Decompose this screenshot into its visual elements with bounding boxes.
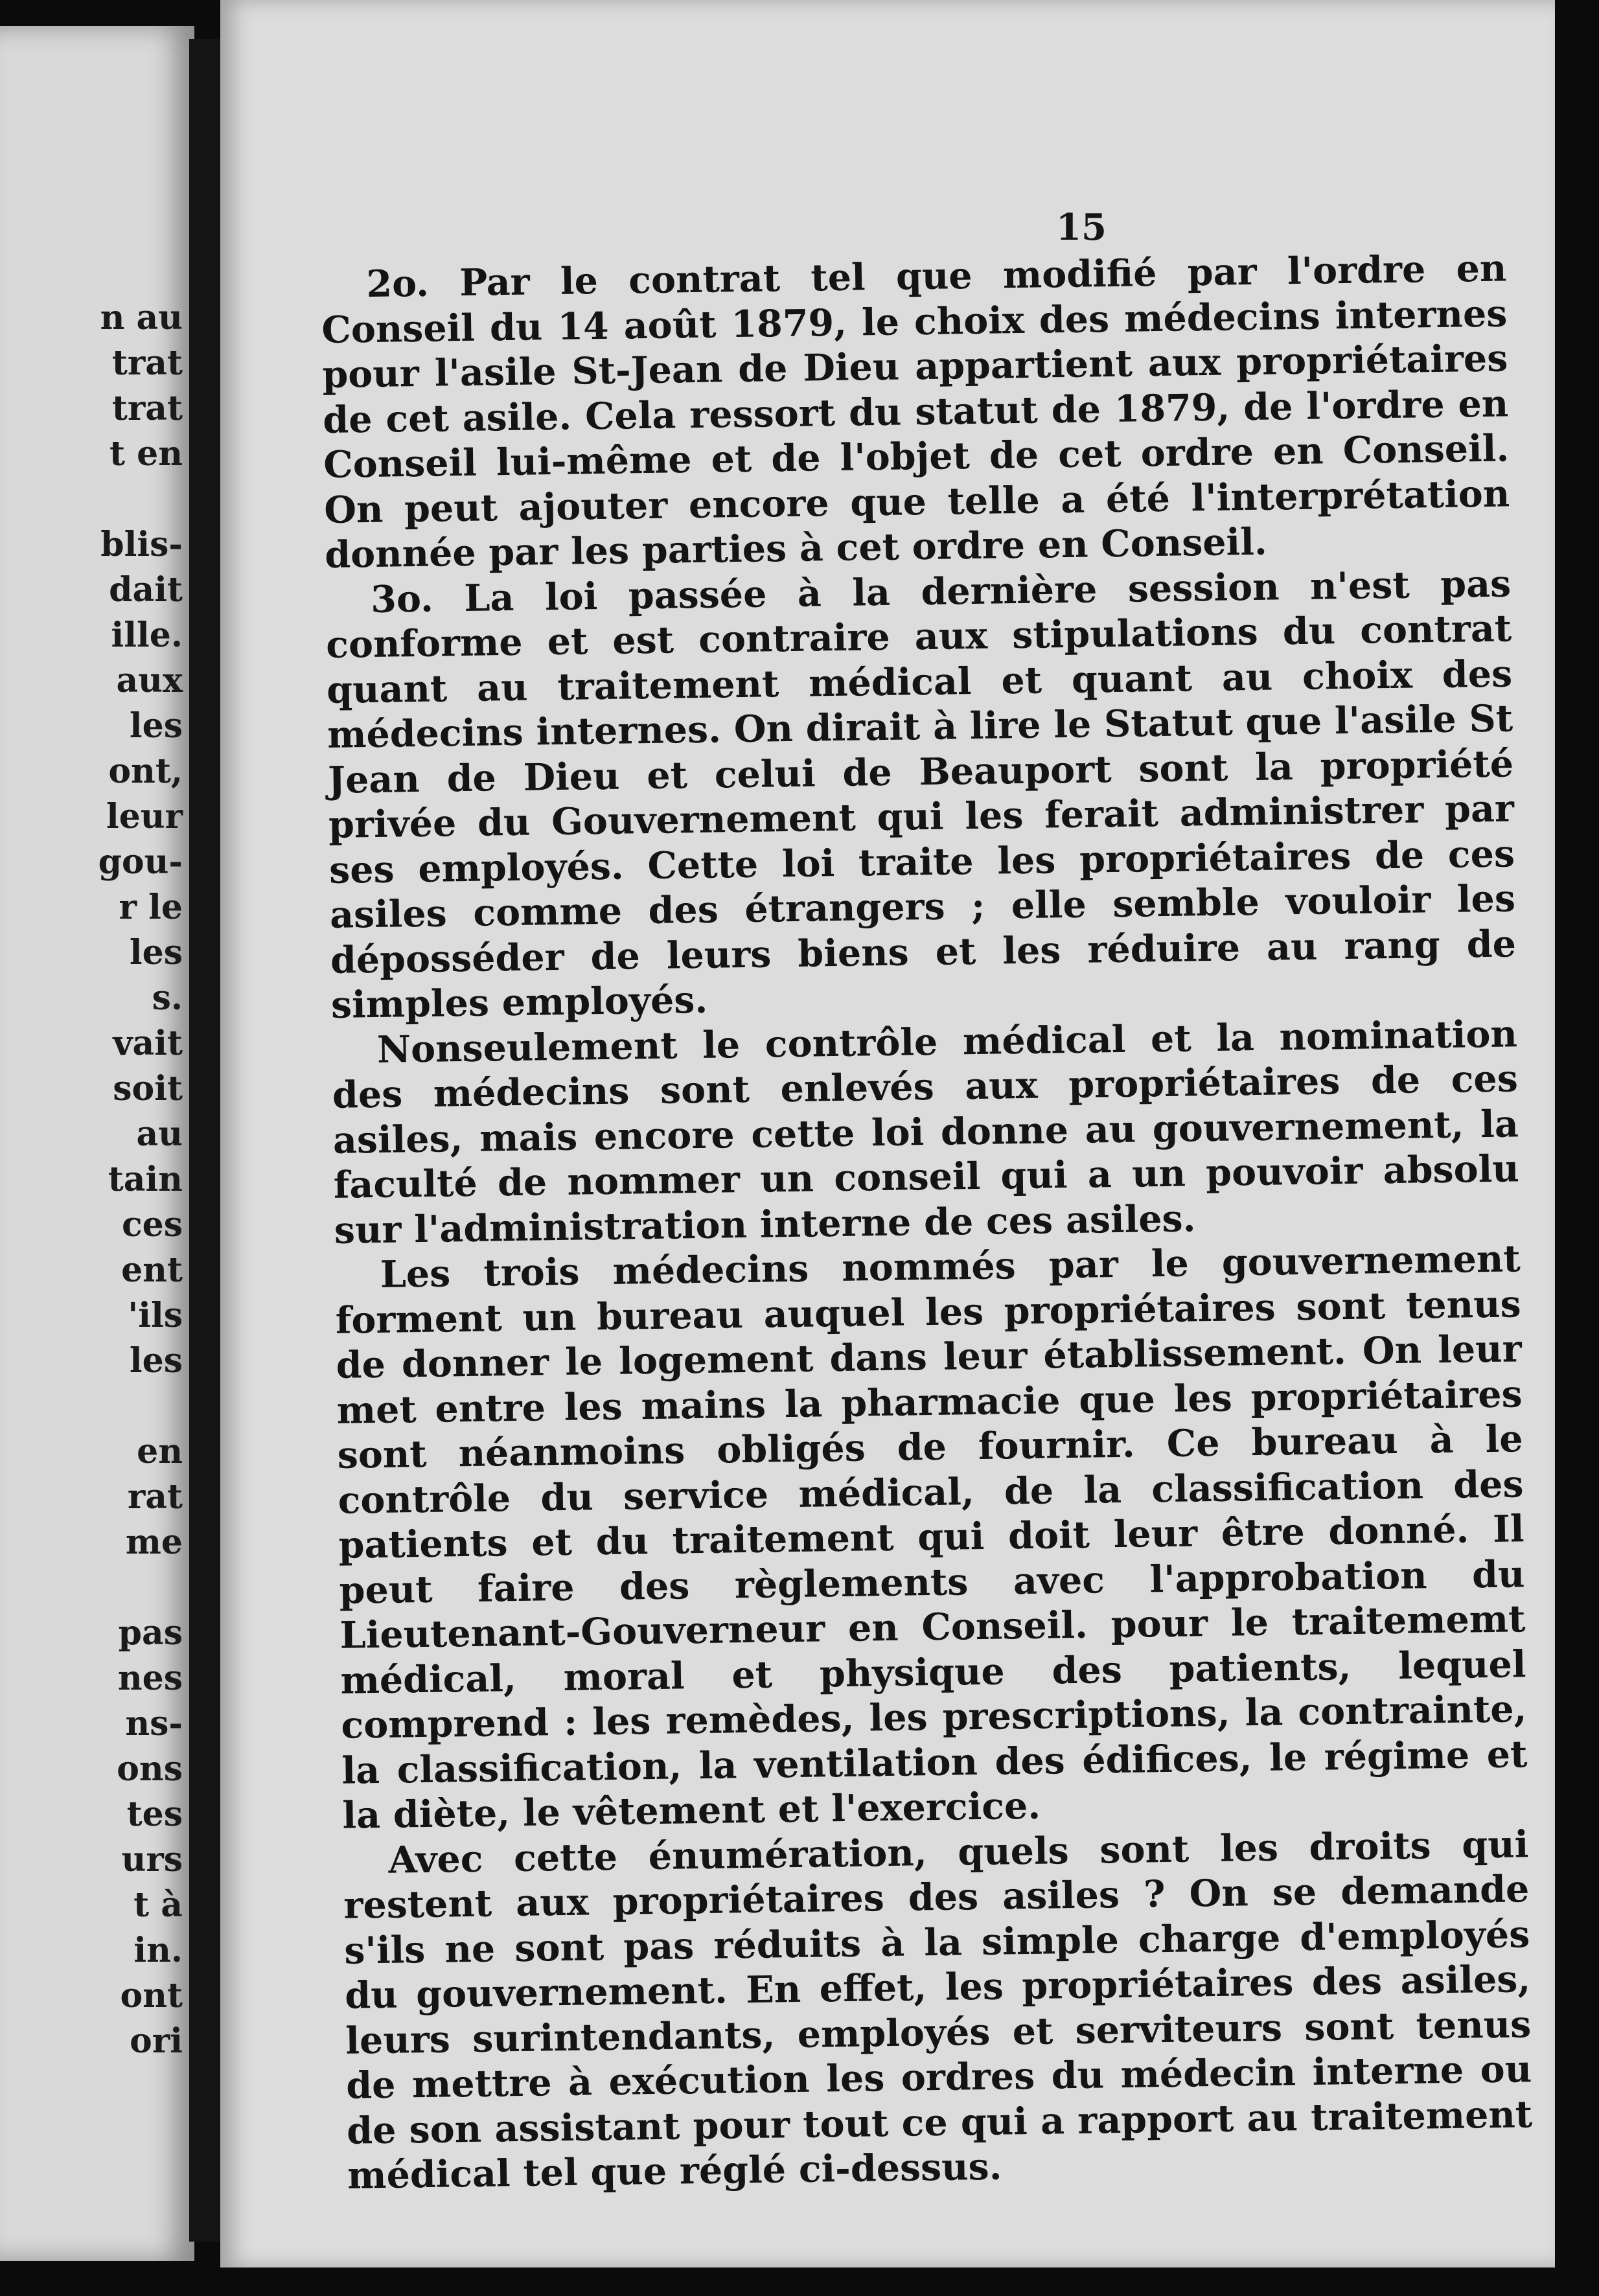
left-fragment: pas xyxy=(118,1613,183,1653)
left-fragment: trat xyxy=(111,389,183,428)
left-fragment: ns- xyxy=(125,1704,183,1743)
left-fragment: ont, xyxy=(108,752,183,791)
left-fragment: soit xyxy=(113,1069,183,1108)
paragraph: Les trois médecins nommés par le gouvernement forment un bureau auquel les propriétaires sont tenus de donner le logement dans leur établissement. On leur met entre les mains la pharmacie que les propriétaires sont néanmoins obligés de fournir. Ce bureau à le contrôle du service médical, de la classification des patients et du traitement qui doit leur être donné. Il peut faire des règlements avec l'approbation du Lieutenant-Gouverneur en Conseil. pour le traitememt médical, moral et physique des patients, lequel comprend : les remèdes, les prescriptions, la contrainte, la classification, la ventilation des édifices, le régime et la diète, le vêtement et l'exercice. xyxy=(335,1237,1528,1837)
left-fragment: ent xyxy=(121,1250,183,1290)
left-page xyxy=(0,26,194,2261)
left-fragment: aux xyxy=(116,661,183,700)
left-fragment: au xyxy=(136,1114,183,1154)
left-fragment: ont xyxy=(120,1976,183,2015)
left-fragment: trat xyxy=(111,343,183,383)
left-fragment: en xyxy=(137,1432,183,1471)
left-fragment: leur xyxy=(106,797,183,836)
left-fragment: vait xyxy=(113,1024,183,1063)
left-fragment: s. xyxy=(152,978,183,1018)
left-fragment: ons xyxy=(117,1749,183,1789)
left-fragment: blis- xyxy=(100,525,183,564)
left-fragment: dait xyxy=(109,570,183,610)
left-fragment: me xyxy=(125,1522,183,1562)
left-fragment: ces xyxy=(121,1205,183,1245)
paragraph: Nonseulement le contrôle médical et la nomination des médecins sont enlevés aux propriétaires de ces asiles, mais encore cette loi donne au gouvernement, la faculté de nommer un conseil qui a un pouvoir absolu sur l'administration interne de ces asiles. xyxy=(332,1011,1520,1252)
left-fragment: tain xyxy=(108,1160,183,1199)
paragraph: 3o. La loi passée à la dernière session n'est pas conforme et est contraire aux stipulations du contrat quant au traitement médical et quant au choix des médecins internes. On dirait à lire le Statut que l'asile St Jean de Dieu et celui de Beauport sont la propriété privée du Gouvernement qui les ferait administrer par ses employés. Cette loi traite les propriétaires de ces asiles comme des étrangers ; elle semble vouloir les déposséder de leurs biens et les réduire au rang de simples employés. xyxy=(325,561,1517,1027)
left-fragment: nes xyxy=(117,1659,183,1698)
left-fragment: ori xyxy=(130,2021,183,2061)
paragraph: Avec cette énumération, quels sont les droits qui restent aux propriétaires des asiles ? On se demande s'ils ne sont pas réduits à la simple charge d'employés du gouvernement. En effet, les propriétaires des asiles, leurs surintendants, employés et serviteurs sont tenus de mettre à exécution les ordres du médecin interne ou de son assistant pour tout ce qui a rapport au traitement médical tel que réglé ci-dessus. xyxy=(343,1822,1533,2198)
right-page xyxy=(220,0,1555,2267)
left-fragment: tes xyxy=(126,1795,183,1834)
page-number: 15 xyxy=(1056,206,1107,249)
left-fragment: in. xyxy=(133,1931,183,1970)
left-fragment: les xyxy=(129,933,183,972)
left-fragment: urs xyxy=(121,1840,183,1879)
body-text xyxy=(321,246,1534,2198)
left-fragment: t en xyxy=(109,434,183,474)
left-fragment: gou- xyxy=(98,842,183,882)
left-fragment: les xyxy=(129,1341,183,1381)
left-fragment: n au xyxy=(100,298,183,338)
paragraph: 2o. Par le contrat tel que modifié par l'ordre en Conseil du 14 août 1879, le choix des médecins internes pour l'asile St-Jean de Dieu appartient aux propriétaires de cet asile. Cela ressort du statut de 1879, de l'ordre en Conseil lui-même et de l'objet de cet ordre en Conseil. On peut ajouter encore que telle a été l'interprétation donnée par les parties à cet ordre en Conseil. xyxy=(321,246,1510,577)
left-fragment: rat xyxy=(127,1477,183,1517)
left-fragment: t à xyxy=(133,1885,183,1925)
left-fragment: 'ils xyxy=(128,1296,183,1335)
left-fragment: les xyxy=(129,706,183,746)
left-fragment: ille. xyxy=(111,615,183,655)
left-fragment: r le xyxy=(119,888,183,927)
